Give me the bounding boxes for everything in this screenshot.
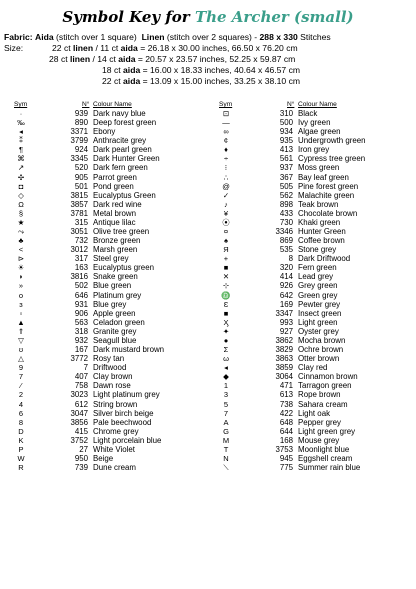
colour-name: Iron grey [298, 145, 330, 155]
thread-number: 612 [74, 399, 88, 409]
symbol: ⊹ [222, 281, 230, 291]
symbol: ◗ [18, 272, 24, 282]
thread-number: 433 [279, 208, 293, 218]
symbol: ÷ [223, 154, 229, 164]
symbol: ◘ [18, 181, 24, 191]
thread-number: 520 [74, 163, 88, 173]
thread-number: 413 [279, 145, 293, 155]
symbol: ∴ [223, 172, 229, 182]
colour-name: Pond green [93, 181, 134, 191]
colour-name: Blue grey [93, 299, 127, 309]
symbol: ↗ [17, 163, 25, 173]
size-fabric: linen [73, 43, 94, 53]
thread-number: 924 [74, 145, 88, 155]
thread-number: 414 [279, 272, 293, 282]
thread-number: 945 [279, 453, 293, 463]
thread-number: 890 [74, 118, 88, 128]
colour-name: Blue green [93, 281, 132, 291]
colour-name: Clay brown [93, 372, 133, 382]
colour-name: Stone grey [298, 245, 337, 255]
thread-number: 367 [279, 172, 293, 182]
colour-name: Driftwood [93, 363, 127, 373]
symbol: Ɛ [223, 299, 229, 309]
thread-number: 939 [74, 109, 88, 118]
thread-number: 869 [279, 236, 293, 246]
colour-name: Eggshell cream [298, 453, 353, 463]
colour-name: Dark mustard brown [93, 345, 165, 355]
thread-number: 3856 [70, 417, 88, 427]
thread-number: 3023 [70, 390, 88, 400]
thread-number: 422 [279, 408, 293, 418]
symbol: ⁝ [224, 163, 228, 173]
thread-number: 169 [279, 299, 293, 309]
thread-number: 3859 [275, 363, 293, 373]
colour-name: Grey green [298, 281, 338, 291]
size-label: Size: [4, 43, 24, 53]
colour-name: Dawn rose [93, 381, 131, 391]
sym-header: Sym [219, 101, 233, 108]
colour-name: Rope brown [298, 390, 341, 400]
symbol: ▽ [18, 335, 24, 345]
thread-number: 310 [279, 109, 293, 118]
thread-number: 931 [74, 299, 88, 309]
symbol: Ω [18, 199, 24, 209]
thread-number: 613 [279, 390, 293, 400]
thread-number: 3863 [275, 354, 293, 364]
colour-name: Light platinum grey [93, 390, 160, 400]
symbol: T [223, 444, 229, 454]
colour-name: Marsh green [93, 245, 138, 255]
thread-number: 732 [74, 236, 88, 246]
colour-name: Parrot green [93, 172, 137, 182]
symbol: ⁄ [20, 381, 22, 391]
colour-name: Coffee brown [298, 236, 345, 246]
size-dims: = 20.57 x 23.57 inches, 52.25 x 59.87 cm [135, 54, 296, 64]
colour-name: Tarragon green [298, 381, 352, 391]
thread-number: 3862 [275, 335, 293, 345]
fabric-line [4, 32, 331, 42]
symbol: — [222, 118, 230, 128]
symbol: Σ [223, 345, 229, 355]
symbol: ♪ [224, 199, 228, 209]
symbol: K [18, 435, 24, 445]
symbol: 1 [223, 381, 229, 391]
thread-number: 3347 [275, 308, 293, 318]
symbol: ⊳ [17, 254, 25, 264]
colour-name: Teak brown [298, 199, 339, 209]
symbol: 7 [223, 408, 229, 418]
size-line-1 [52, 43, 298, 53]
size-count: 28 ct [49, 54, 71, 64]
thread-number: 935 [279, 136, 293, 146]
colour-name: Cypress tree green [298, 154, 366, 164]
size-sep: / 14 ct [90, 54, 119, 64]
size-dims: = 16.00 x 18.33 inches, 40.64 x 46.57 cm [140, 65, 301, 75]
symbol: ♎ [221, 290, 231, 300]
thread-number: 3371 [70, 127, 88, 137]
colour-name: Green grey [298, 290, 338, 300]
title-pattern-name: The Archer (small) [194, 8, 354, 26]
thread-number: 3345 [70, 154, 88, 164]
size-fabric2: aida [118, 54, 136, 64]
symbol: ✕ [222, 272, 230, 282]
thread-number: 3781 [70, 208, 88, 218]
colour-name: Undergrowth green [298, 136, 366, 146]
symbol: ✣ [17, 172, 25, 182]
colour-name: Apple green [93, 308, 136, 318]
thread-number: 738 [279, 399, 293, 409]
colour-name: Eucalyptus Green [93, 190, 156, 200]
symbol: § [18, 208, 24, 218]
size-line-4 [102, 76, 300, 86]
thread-number: 932 [74, 335, 88, 345]
symbol: ɜ [19, 299, 23, 309]
colour-name: Dark Driftwood [298, 254, 351, 264]
colour-name: Ivy green [298, 118, 331, 128]
colour-name: Deep forest green [93, 118, 157, 128]
page-title [0, 8, 416, 26]
thread-number: 3047 [70, 408, 88, 418]
fabric-dash: - [251, 32, 260, 42]
symbol: ⤳ [18, 227, 24, 237]
thread-number: 505 [279, 181, 293, 191]
size-dims: = 26.18 x 30.00 inches, 66.50 x 76.20 cm [137, 43, 298, 53]
size-fabric2: aida [123, 65, 141, 75]
colour-name: Celadon green [93, 317, 145, 327]
colour-name: Anthracite grey [93, 136, 147, 146]
symbol: 2 [18, 390, 24, 400]
thread-number: 315 [74, 217, 88, 227]
symbol: P [18, 444, 24, 454]
size-count: 22 ct [102, 76, 124, 86]
colour-name: Light oak [298, 408, 331, 418]
symbol: < [18, 245, 24, 255]
symbol: ◂ [224, 363, 228, 373]
symbol: · [19, 109, 23, 118]
colour-name: Moonlight blue [298, 444, 350, 454]
colour-name: Dark navy blue [93, 109, 146, 118]
colour-name: Chrome grey [93, 426, 139, 436]
symbol: + [223, 254, 229, 264]
colour-name: Clay red [298, 363, 328, 373]
symbol: Я [223, 245, 229, 255]
symbol: ♦ [224, 145, 228, 155]
symbol: ☀ [17, 263, 25, 273]
thread-number: 3752 [70, 435, 88, 445]
symbol: G [223, 426, 229, 436]
symbol: ω [223, 354, 229, 364]
colour-name: Lead grey [298, 272, 334, 282]
fabric-linen-note: (stitch over 2 squares) [164, 32, 252, 42]
number-header: N° [287, 101, 295, 108]
thread-number: 3064 [275, 372, 293, 382]
symbol: R [18, 463, 24, 473]
colour-name: Sahara cream [298, 399, 348, 409]
thread-number: 3829 [275, 345, 293, 355]
fabric-linen: Linen [141, 32, 165, 42]
colour-name: Khaki green [298, 217, 341, 227]
symbol: 6 [18, 408, 24, 418]
thread-number: 317 [74, 254, 88, 264]
size-dims: = 13.09 x 15.00 inches, 33.25 x 38.10 cm [140, 76, 301, 86]
symbol: o [18, 290, 24, 300]
size-fabric2: aida [123, 76, 141, 86]
symbol: ◆ [223, 372, 229, 382]
symbol: ■ [223, 263, 229, 273]
thread-number: 502 [74, 281, 88, 291]
colour-name: Pepper grey [298, 417, 341, 427]
thread-number: 163 [74, 263, 88, 273]
thread-number: 3012 [70, 245, 88, 255]
size-line-2 [49, 54, 295, 64]
symbol: ¤ [223, 227, 229, 237]
colour-name: Moss green [298, 163, 340, 173]
thread-number: 501 [74, 181, 88, 191]
colour-name-header: Colour Name [298, 101, 337, 108]
symbol: ◂ [19, 127, 23, 137]
colour-name: Algae green [298, 127, 341, 137]
symbol: ⌘ [17, 154, 25, 164]
thread-number: 730 [279, 217, 293, 227]
fabric-label: Fabric: [4, 32, 33, 42]
thread-number: 8 [288, 254, 293, 264]
thread-number: 471 [279, 381, 293, 391]
colour-name: Cinnamon brown [298, 372, 358, 382]
thread-number: 3799 [70, 136, 88, 146]
thread-number: 415 [74, 426, 88, 436]
fabric-aida-note: (stitch over 1 square) [53, 32, 137, 42]
size-line-3 [102, 65, 300, 75]
symbol: M [222, 435, 230, 445]
symbol: ● [223, 335, 229, 345]
colour-name: Seagull blue [93, 335, 137, 345]
symbol: ★ [17, 217, 25, 227]
symbol: ⊡ [222, 109, 230, 118]
symbol: W [17, 453, 25, 463]
thread-number: 320 [279, 263, 293, 273]
size-sep: / 11 ct [93, 43, 121, 53]
symbol: ∞ [223, 127, 229, 137]
thread-number: 739 [74, 463, 88, 473]
colour-name-header: Colour Name [93, 101, 132, 108]
colour-name: Light porcelain blue [93, 435, 162, 445]
thread-number: 644 [279, 426, 293, 436]
symbol: ¶ [18, 145, 24, 155]
symbol: ✓ [222, 190, 230, 200]
colour-name: Granite grey [93, 326, 137, 336]
colour-name: Beige [93, 453, 114, 463]
thread-number: 407 [74, 372, 88, 382]
symbol: ¥ [223, 208, 229, 218]
colour-name: Malachite green [298, 190, 355, 200]
colour-name: Chocolate brown [298, 208, 358, 218]
thread-number: 3772 [70, 354, 88, 364]
symbol: ⇑ [17, 326, 25, 336]
thread-number: 168 [279, 435, 293, 445]
colour-name: Bronze green [93, 236, 141, 246]
symbol: ¢ [223, 136, 229, 146]
thread-number: 562 [279, 190, 293, 200]
colour-name: Bay leaf green [298, 172, 349, 182]
colour-name: Ochre brown [298, 345, 344, 355]
colour-name: Mouse grey [298, 435, 340, 445]
colour-name: Pewter grey [298, 299, 341, 309]
colour-name: Snake green [93, 272, 138, 282]
colour-name: Olive tree green [93, 227, 150, 237]
symbol: A [223, 417, 229, 427]
symbol: ▲ [17, 317, 25, 327]
symbol: Ӽ [223, 317, 229, 327]
stitch-count: 288 x 330 [259, 32, 298, 42]
symbol: N [223, 453, 229, 463]
symbol: ʊ [18, 345, 24, 355]
thread-number: 318 [74, 326, 88, 336]
symbol: ✦ [222, 326, 230, 336]
thread-number: 993 [279, 317, 293, 327]
thread-number: 500 [279, 118, 293, 128]
thread-number: 950 [74, 453, 88, 463]
colour-name: Pine forest green [298, 181, 359, 191]
thread-number: 646 [74, 290, 88, 300]
symbol: ⁑ [19, 136, 23, 146]
colour-name: Black [298, 109, 318, 118]
size-count: 22 ct [52, 43, 74, 53]
title-prefix: Symbol Key for [62, 8, 195, 26]
symbol: △ [18, 354, 24, 364]
thread-number: 642 [279, 290, 293, 300]
colour-name: Platinum grey [93, 290, 142, 300]
thread-number: 775 [279, 463, 293, 473]
thread-number: 561 [279, 154, 293, 164]
size-fabric2: aida [120, 43, 138, 53]
thread-number: 3815 [70, 190, 88, 200]
thread-number: 937 [279, 163, 293, 173]
colour-name: Otter brown [298, 354, 340, 364]
thread-number: 927 [279, 326, 293, 336]
thread-number: 3753 [275, 444, 293, 454]
thread-number: 906 [74, 308, 88, 318]
colour-name: Steel grey [93, 254, 129, 264]
symbol: ◇ [18, 190, 24, 200]
colour-name: Dark red wine [93, 199, 142, 209]
symbol: » [18, 281, 24, 291]
colour-name: Antique lilac [93, 217, 136, 227]
colour-name: Fern green [298, 263, 337, 273]
symbol: 5 [223, 399, 229, 409]
colour-name: Hunter Green [298, 227, 346, 237]
colour-name: Eucalyptus green [93, 263, 154, 273]
size-count: 18 ct [102, 65, 124, 75]
thread-number: 905 [74, 172, 88, 182]
colour-name: String brown [93, 399, 138, 409]
fabric-aida: Aida [35, 32, 54, 42]
symbol: 8 [18, 417, 24, 427]
symbol: ⦿ [222, 217, 230, 227]
colour-name: Insect green [298, 308, 342, 318]
stitches-word: Stitches [297, 32, 331, 42]
colour-name: Summer rain blue [298, 463, 361, 473]
symbol: 9 [18, 363, 24, 373]
colour-name: Dark pearl green [93, 145, 152, 155]
thread-number: 563 [74, 317, 88, 327]
colour-name: Metal brown [93, 208, 136, 218]
symbol: ♠ [224, 236, 228, 246]
symbol: ⟍ [223, 463, 229, 473]
thread-number: 934 [279, 127, 293, 137]
thread-number: 3857 [70, 199, 88, 209]
sym-header: Sym [14, 101, 28, 108]
thread-number: 535 [279, 245, 293, 255]
thread-number: 167 [74, 345, 88, 355]
thread-number: 3051 [70, 227, 88, 237]
symbol: 7 [18, 372, 24, 382]
symbol: 4 [18, 399, 24, 409]
size-fabric: linen [70, 54, 91, 64]
colour-name: Ebony [93, 127, 116, 137]
thread-number: 27 [79, 444, 88, 454]
thread-number: 758 [74, 381, 88, 391]
colour-name: Light green grey [298, 426, 356, 436]
thread-number: 926 [279, 281, 293, 291]
colour-name: Light green [298, 317, 338, 327]
colour-name: Mocha brown [298, 335, 346, 345]
number-header: N° [82, 101, 90, 108]
colour-name: Dark Hunter Green [93, 154, 160, 164]
colour-name: Rosy tan [93, 354, 125, 364]
thread-number: 648 [279, 417, 293, 427]
symbol: D [18, 426, 24, 436]
symbol: 3 [223, 390, 229, 400]
colour-name: Oyster grey [298, 326, 339, 336]
colour-name: White Violet [93, 444, 135, 454]
symbol: ■ [223, 308, 229, 318]
colour-name: Dark fern green [93, 163, 148, 173]
symbol: ‰ [17, 118, 25, 128]
thread-number: 3816 [70, 272, 88, 282]
thread-number: 7 [83, 363, 88, 373]
symbol: ▫ [19, 308, 23, 318]
symbol: @ [222, 181, 230, 191]
colour-name: Silver birch beige [93, 408, 154, 418]
symbol: ♣ [18, 236, 24, 246]
colour-name: Dune cream [93, 463, 136, 473]
thread-number: 898 [279, 199, 293, 209]
colour-name: Pale beechwood [93, 417, 152, 427]
thread-number: 3346 [275, 227, 293, 237]
